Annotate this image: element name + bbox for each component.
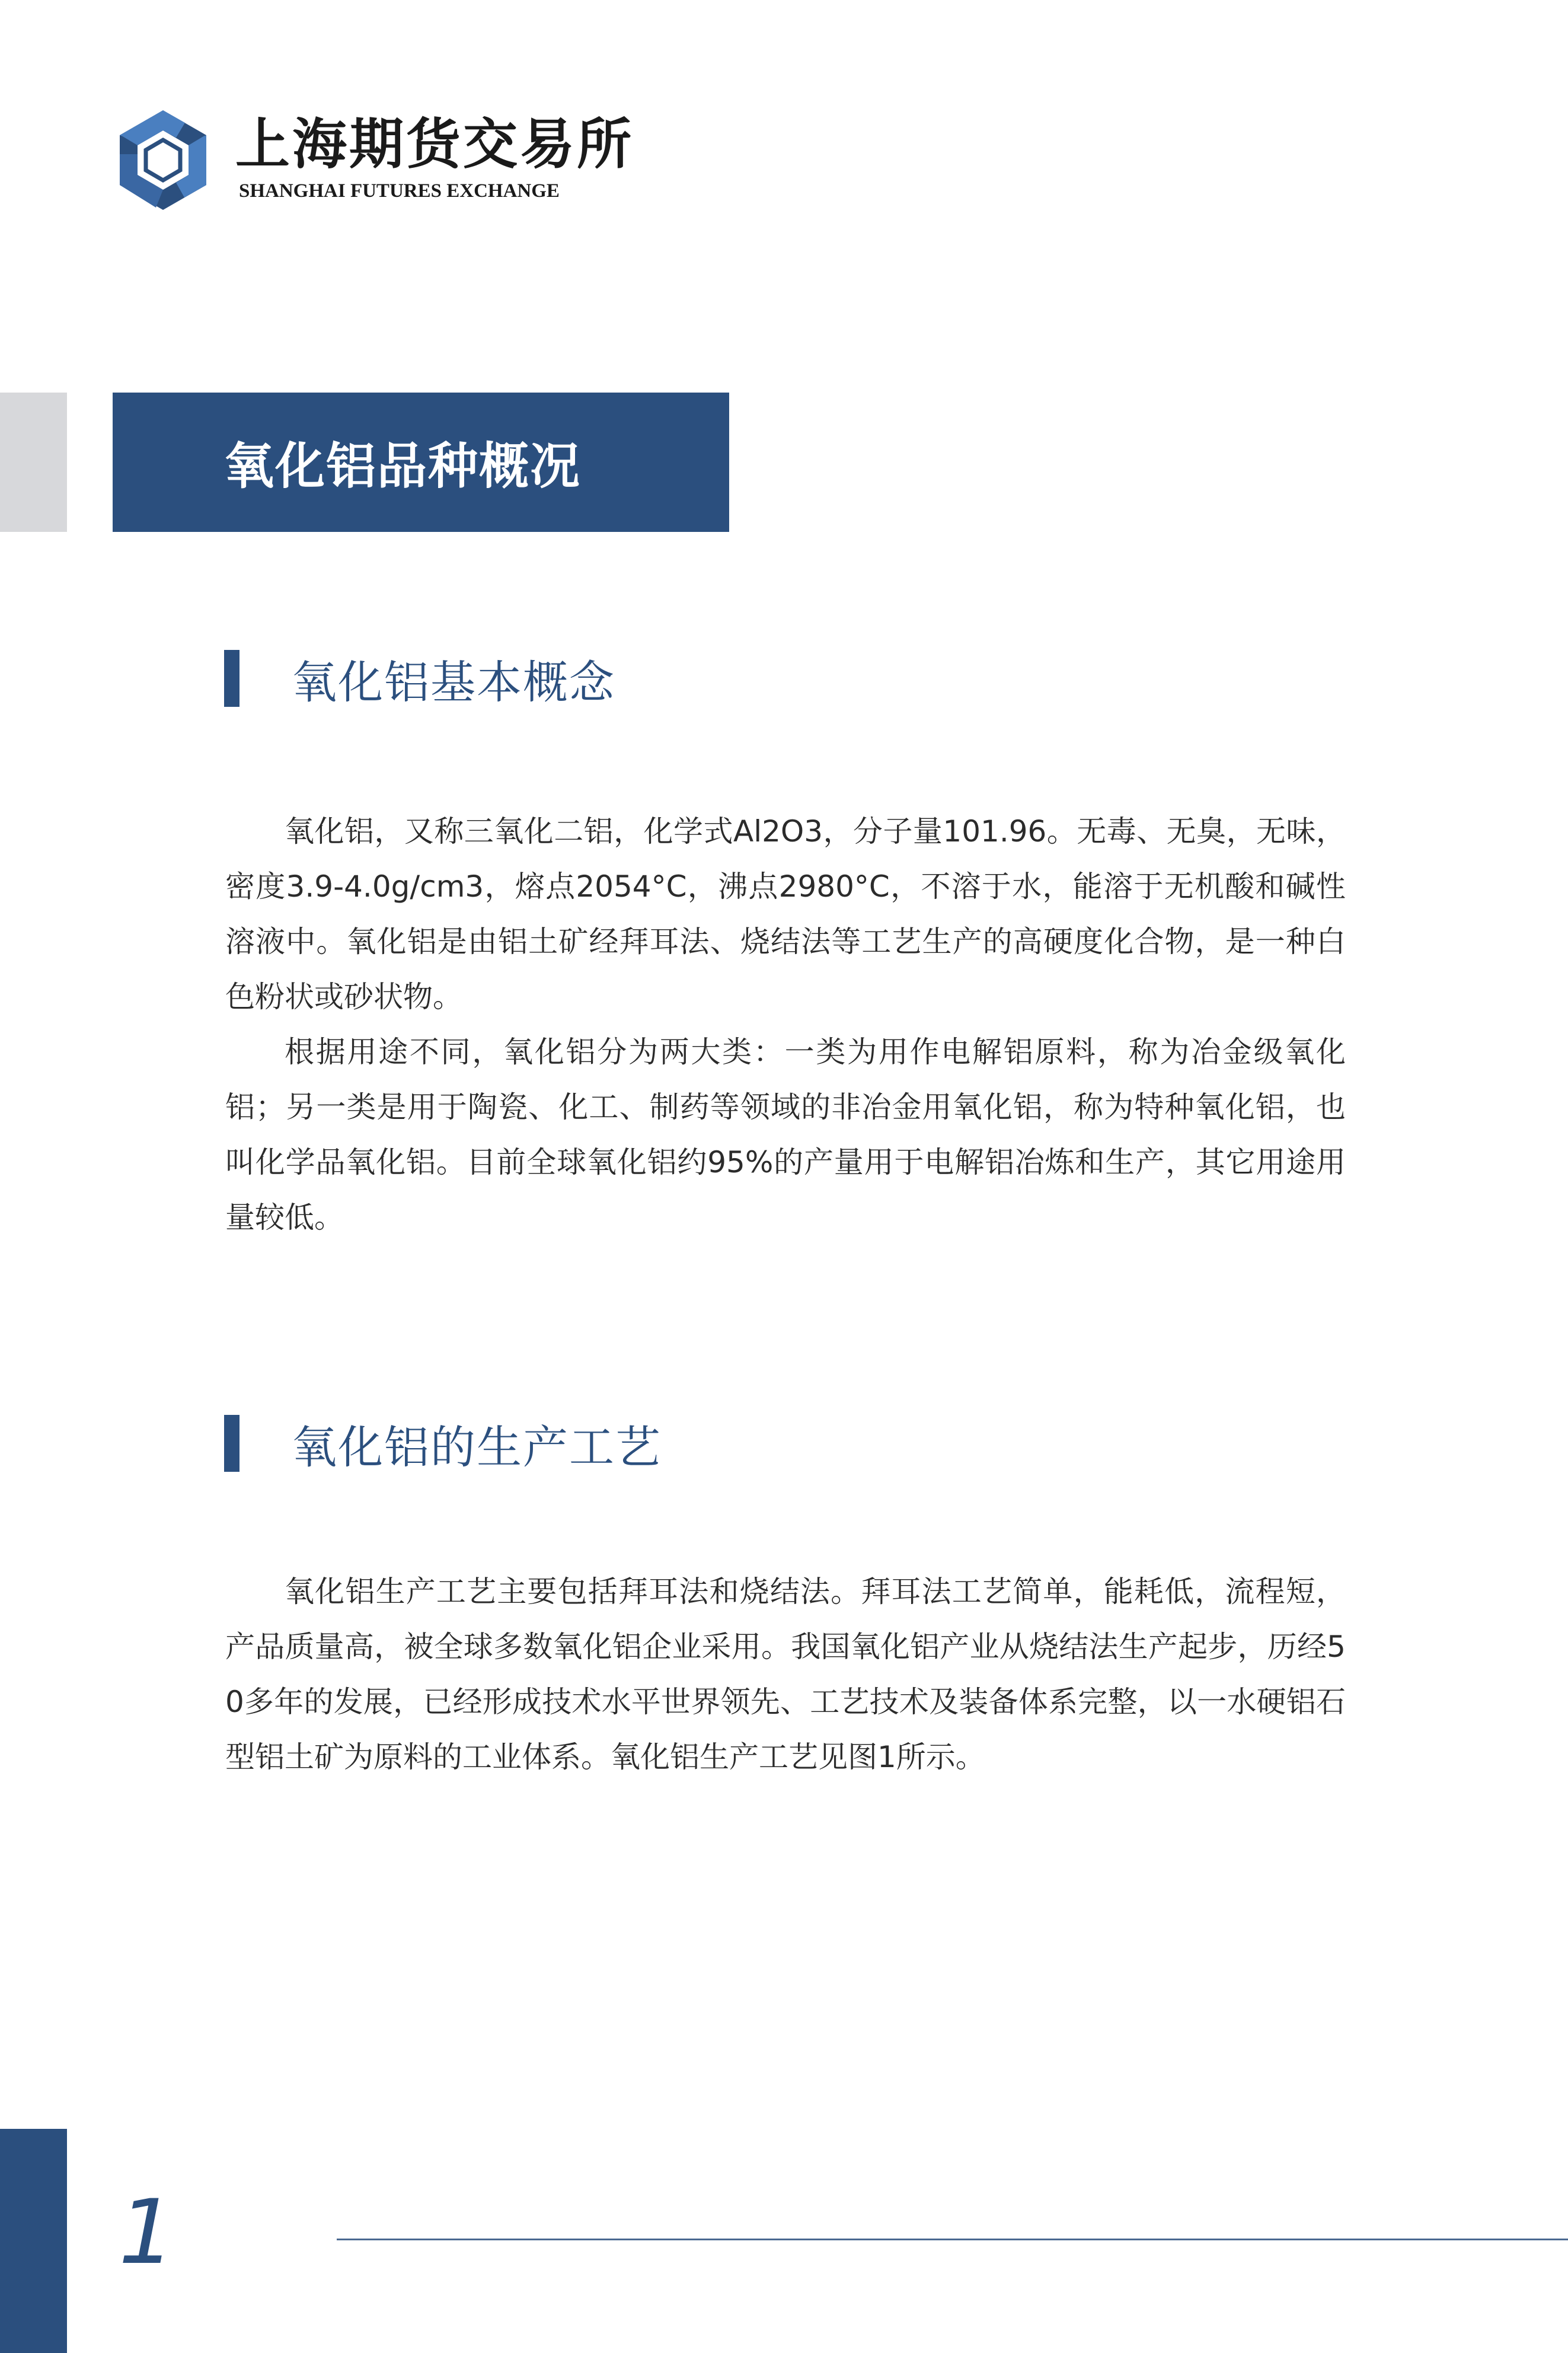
paragraph: 根据用途不同，氧化铝分为两大类：一类为用作电解铝原料，称为冶金级氧化铝；另一类是用于陶瓷、化工、制药等领域的非冶金用氧化铝，称为特种氧化铝，也叫化学品氧化铝。目前全球氧化铝约95%的产量用于电解铝冶炼和生产，其它用途用量较低。 [225, 1035, 1346, 1235]
shfe-logo-icon [110, 107, 216, 213]
page-number: 1 [119, 2181, 175, 2284]
section-heading-production-process [224, 1415, 662, 1472]
exchange-logo [110, 107, 634, 213]
page-title-banner [113, 393, 729, 532]
section-heading-basic-concept [224, 650, 615, 707]
section-title: 氧化铝基本概念 [292, 655, 615, 709]
section-marker [224, 650, 239, 707]
footer-accent-block [0, 2129, 67, 2353]
page-title: 氧化铝品种概况 [224, 437, 582, 495]
paragraph: 氧化铝生产工艺主要包括拜耳法和烧结法。拜耳法工艺简单，能耗低，流程短，产品质量高，被全球多数氧化铝企业采用。我国氧化铝产业从烧结法生产起步，历经50多年的发展，已经形成技术水平世界领先、工艺技术及装备体系完整，以一水硬铝石型铝土矿为原料的工业体系。氧化铝生产工艺见图1所示。 [225, 1574, 1346, 1774]
header-side-accent [0, 393, 67, 532]
section-title: 氧化铝的生产工艺 [292, 1420, 662, 1474]
exchange-name-chinese: 上海期货交易所 [235, 112, 634, 176]
paragraph: 氧化铝，又称三氧化二铝，化学式Al2O3，分子量101.96。无毒、无臭，无味，密度3.9-4.0g/cm3，熔点2054°C，沸点2980°C，不溶于水，能溶于无机酸和碱性溶液中。氧化铝是由铝土矿经拜耳法、烧结法等工艺生产的高硬度化合物，是一种白色粉状或砂状物。 [225, 814, 1346, 1014]
exchange-name-english: SHANGHAI FUTURES EXCHANGE [239, 180, 560, 202]
footer-divider [337, 2239, 1568, 2240]
section-marker [224, 1415, 239, 1472]
